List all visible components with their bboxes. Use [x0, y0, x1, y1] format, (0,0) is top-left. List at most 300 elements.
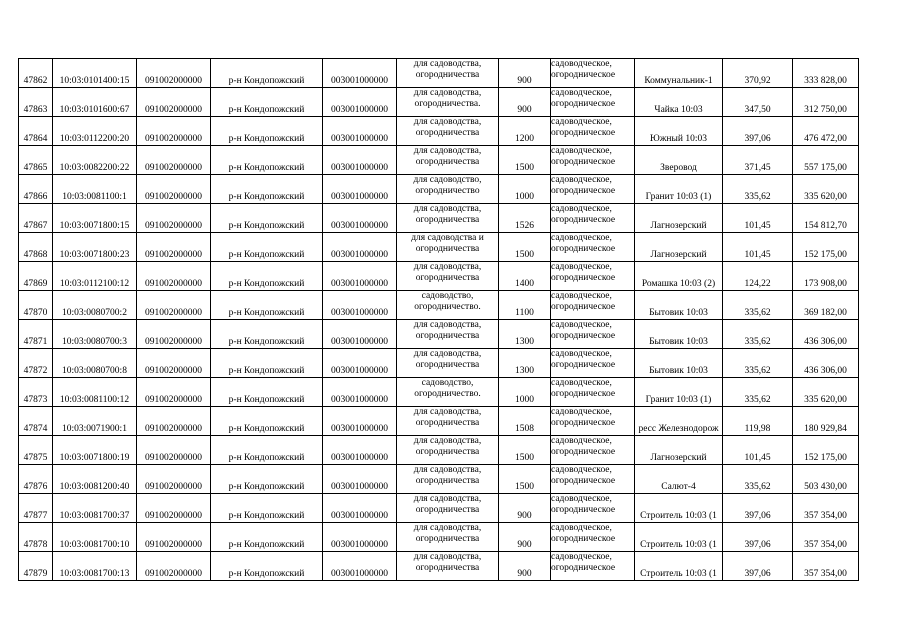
association-name-cell [635, 262, 723, 291]
code-text: 003001000000 [331, 279, 388, 289]
district-text: р-н Кондопожский [228, 279, 305, 289]
unit-price-cell [723, 494, 793, 523]
num-text: 47864 [23, 134, 48, 144]
cadastral-text: 10:03:0071800:19 [59, 453, 130, 463]
unit-price-cell [723, 117, 793, 146]
association-type-cell [551, 291, 635, 320]
district-text: р-н Кондопожский [228, 337, 305, 347]
oktmo-text: 091002000000 [145, 163, 202, 173]
cadastral-number-cell [53, 320, 137, 349]
oktmo-cell [137, 465, 211, 494]
num-text: 47862 [23, 76, 48, 86]
area-cell [499, 59, 551, 88]
use1-text: для садоводства и [411, 233, 484, 243]
association-type-cell [551, 378, 635, 407]
name-text: Лагнозерский [650, 453, 707, 463]
price-text: 101,45 [744, 250, 771, 260]
type2-text: огородническое [551, 418, 616, 428]
oktmo-cell [137, 146, 211, 175]
cadastral-number-cell [53, 465, 137, 494]
name-text: Бытовик 10:03 [649, 308, 708, 318]
oktmo-text: 091002000000 [145, 540, 202, 550]
permitted-use-cell [397, 88, 499, 117]
price-text: 335,62 [744, 337, 771, 347]
code-text: 003001000000 [331, 511, 388, 521]
oktmo-cell [137, 291, 211, 320]
cadastral-text: 10:03:0112200:20 [59, 134, 130, 144]
price-text: 370,92 [744, 76, 771, 86]
permitted-use-cell [397, 204, 499, 233]
type2-text: огородническое [551, 476, 616, 486]
code-cell [323, 291, 397, 320]
association-name-cell [635, 175, 723, 204]
association-name-cell [635, 320, 723, 349]
oktmo-cell [137, 117, 211, 146]
oktmo-cell [137, 349, 211, 378]
type1-text: садоводческое, [551, 320, 612, 330]
district-cell [211, 552, 323, 581]
unit-price-cell [723, 465, 793, 494]
district-cell [211, 262, 323, 291]
association-name-cell [635, 88, 723, 117]
area-text: 1526 [515, 221, 534, 231]
area-cell [499, 552, 551, 581]
name-text: Бытовик 10:03 [649, 366, 708, 376]
code-cell [323, 378, 397, 407]
area-cell [499, 349, 551, 378]
cadastral-text: 10:03:0112100:12 [59, 279, 130, 289]
cadastral-value-cell [793, 146, 859, 175]
type2-text: огородническое [551, 99, 616, 109]
district-cell [211, 378, 323, 407]
use1-text: для садоводства, [413, 59, 482, 69]
unit-price-cell [723, 233, 793, 262]
permitted-use-cell [397, 146, 499, 175]
cadastral-value-cell [793, 436, 859, 465]
code-cell [323, 552, 397, 581]
code-cell [323, 88, 397, 117]
association-type-cell [551, 494, 635, 523]
association-name-cell [635, 291, 723, 320]
use2-text: огородничество. [414, 389, 481, 399]
district-text: р-н Кондопожский [228, 308, 305, 318]
cadastral-number-cell [53, 117, 137, 146]
cadastral-text: 10:03:0081100:12 [59, 395, 130, 405]
code-cell [323, 407, 397, 436]
oktmo-text: 091002000000 [145, 250, 202, 260]
association-name-cell [635, 407, 723, 436]
price-text: 397,06 [744, 511, 771, 521]
district-text: р-н Кондопожский [228, 221, 305, 231]
use1-text: для садоводства, [413, 146, 482, 156]
unit-price-cell [723, 378, 793, 407]
area-cell [499, 204, 551, 233]
use2-text: огородничества [415, 70, 480, 80]
type2-text: огородническое [551, 128, 616, 138]
row-number-cell [19, 465, 53, 494]
area-cell [499, 291, 551, 320]
district-text: р-н Кондопожский [228, 192, 305, 202]
association-type-cell [551, 320, 635, 349]
unit-price-cell [723, 291, 793, 320]
code-cell [323, 204, 397, 233]
unit-price-cell [723, 436, 793, 465]
name-text: Чайка 10:03 [654, 105, 703, 115]
name-text: Лагнозерский [650, 221, 707, 231]
district-cell [211, 117, 323, 146]
district-text: р-н Кондопожский [228, 163, 305, 173]
num-text: 47879 [23, 569, 48, 579]
type1-text: садоводческое, [551, 494, 612, 504]
value-text: 476 472,00 [804, 134, 847, 144]
area-text: 1400 [515, 279, 534, 289]
row-number-cell [19, 552, 53, 581]
area-cell [499, 146, 551, 175]
district-cell [211, 291, 323, 320]
table-row [19, 204, 859, 233]
value-text: 357 354,00 [804, 540, 847, 550]
district-cell [211, 233, 323, 262]
type2-text: огородническое [551, 534, 616, 544]
type2-text: огородническое [551, 157, 616, 167]
district-text: р-н Кондопожский [228, 105, 305, 115]
association-name-cell [635, 378, 723, 407]
code-text: 003001000000 [331, 569, 388, 579]
price-text: 335,62 [744, 308, 771, 318]
row-number-cell [19, 320, 53, 349]
registry-table [18, 58, 859, 581]
oktmo-text: 091002000000 [145, 424, 202, 434]
table-row [19, 262, 859, 291]
cadastral-text: 10:03:0080700:8 [62, 366, 127, 376]
name-text: Строитель 10:03 (1 [640, 569, 717, 579]
use2-text: огородничества [415, 505, 480, 515]
use2-text: огородничества [415, 418, 480, 428]
cadastral-number-cell [53, 494, 137, 523]
num-text: 47863 [23, 105, 48, 115]
association-name-cell [635, 117, 723, 146]
price-text: 335,62 [744, 366, 771, 376]
district-text: р-н Кондопожский [228, 395, 305, 405]
oktmo-cell [137, 204, 211, 233]
row-number-cell [19, 494, 53, 523]
oktmo-cell [137, 88, 211, 117]
district-text: р-н Кондопожский [228, 511, 305, 521]
code-text: 003001000000 [331, 105, 388, 115]
use1-text: для садоводства, [413, 204, 482, 214]
area-text: 1000 [515, 395, 534, 405]
oktmo-text: 091002000000 [145, 221, 202, 231]
association-name-cell [635, 59, 723, 88]
value-text: 180 929,84 [804, 424, 847, 434]
district-text: р-н Кондопожский [228, 424, 305, 434]
district-cell [211, 494, 323, 523]
value-text: 357 354,00 [804, 511, 847, 521]
unit-price-cell [723, 175, 793, 204]
registry-body [19, 59, 859, 581]
association-name-cell [635, 552, 723, 581]
code-cell [323, 262, 397, 291]
district-cell [211, 349, 323, 378]
area-text: 1000 [515, 192, 534, 202]
row-number-cell [19, 146, 53, 175]
cadastral-text: 10:03:0071900:1 [62, 424, 127, 434]
type1-text: садоводческое, [551, 175, 612, 185]
value-text: 369 182,00 [804, 308, 847, 318]
cadastral-value-cell [793, 465, 859, 494]
oktmo-cell [137, 59, 211, 88]
row-number-cell [19, 233, 53, 262]
cadastral-number-cell [53, 204, 137, 233]
unit-price-cell [723, 349, 793, 378]
cadastral-value-cell [793, 59, 859, 88]
name-text: Бытовик 10:03 [649, 337, 708, 347]
name-text: Коммунальник-1 [644, 76, 713, 86]
type2-text: огородническое [551, 331, 616, 341]
association-name-cell [635, 465, 723, 494]
type1-text: садоводческое, [551, 436, 612, 446]
use1-text: для садоводства, [413, 407, 482, 417]
table-row [19, 523, 859, 552]
table-row [19, 552, 859, 581]
code-text: 003001000000 [331, 540, 388, 550]
use2-text: огородничества [415, 563, 480, 573]
type2-text: огородническое [551, 273, 616, 283]
type2-text: огородническое [551, 563, 616, 573]
num-text: 47875 [23, 453, 48, 463]
district-text: р-н Кондопожский [228, 540, 305, 550]
type1-text: садоводческое, [551, 523, 612, 533]
type2-text: огородническое [551, 186, 616, 196]
permitted-use-cell [397, 407, 499, 436]
cadastral-number-cell [53, 407, 137, 436]
num-text: 47877 [23, 511, 48, 521]
cadastral-value-cell [793, 204, 859, 233]
type1-text: садоводческое, [551, 349, 612, 359]
code-cell [323, 59, 397, 88]
permitted-use-cell [397, 175, 499, 204]
association-name-cell [635, 494, 723, 523]
oktmo-cell [137, 175, 211, 204]
oktmo-cell [137, 407, 211, 436]
code-text: 003001000000 [331, 134, 388, 144]
code-text: 003001000000 [331, 424, 388, 434]
price-text: 335,62 [744, 395, 771, 405]
price-text: 397,06 [744, 569, 771, 579]
row-number-cell [19, 436, 53, 465]
use2-text: огородничества [415, 157, 480, 167]
value-text: 152 175,00 [804, 453, 847, 463]
cadastral-text: 10:03:0081100:1 [62, 192, 127, 202]
oktmo-text: 091002000000 [145, 569, 202, 579]
table-row [19, 117, 859, 146]
num-text: 47872 [23, 366, 48, 376]
num-text: 47868 [23, 250, 48, 260]
code-text: 003001000000 [331, 221, 388, 231]
cadastral-text: 10:03:0080700:3 [62, 337, 127, 347]
table-row [19, 88, 859, 117]
permitted-use-cell [397, 262, 499, 291]
cadastral-value-cell [793, 291, 859, 320]
type1-text: садоводческое, [551, 378, 612, 388]
area-cell [499, 494, 551, 523]
name-text: Гранит 10:03 (1) [645, 192, 712, 202]
value-text: 357 354,00 [804, 569, 847, 579]
num-text: 47871 [23, 337, 48, 347]
unit-price-cell [723, 59, 793, 88]
table-row [19, 146, 859, 175]
cadastral-text: 10:03:0081700:37 [59, 511, 130, 521]
row-number-cell [19, 117, 53, 146]
price-text: 335,62 [744, 482, 771, 492]
permitted-use-cell [397, 349, 499, 378]
association-name-cell [635, 523, 723, 552]
cadastral-number-cell [53, 436, 137, 465]
district-cell [211, 59, 323, 88]
cadastral-text: 10:03:0080700:2 [62, 308, 127, 318]
cadastral-number-cell [53, 291, 137, 320]
value-text: 335 620,00 [804, 192, 847, 202]
permitted-use-cell [397, 117, 499, 146]
type1-text: садоводческое, [551, 262, 612, 272]
area-cell [499, 88, 551, 117]
row-number-cell [19, 262, 53, 291]
price-text: 101,45 [744, 221, 771, 231]
oktmo-cell [137, 523, 211, 552]
permitted-use-cell [397, 291, 499, 320]
use2-text: огородничества [415, 447, 480, 457]
district-cell [211, 523, 323, 552]
association-name-cell [635, 233, 723, 262]
association-type-cell [551, 349, 635, 378]
permitted-use-cell [397, 552, 499, 581]
cadastral-number-cell [53, 523, 137, 552]
name-text: Строитель 10:03 (1 [640, 540, 717, 550]
type1-text: садоводческое, [551, 465, 612, 475]
district-text: р-н Кондопожский [228, 250, 305, 260]
cadastral-value-cell [793, 88, 859, 117]
value-text: 312 750,00 [804, 105, 847, 115]
cadastral-value-cell [793, 320, 859, 349]
num-text: 47873 [23, 395, 48, 405]
row-number-cell [19, 349, 53, 378]
area-cell [499, 233, 551, 262]
cadastral-text: 10:03:0081700:10 [59, 540, 130, 550]
num-text: 47878 [23, 540, 48, 550]
cadastral-text: 10:03:0101600:67 [59, 105, 130, 115]
oktmo-text: 091002000000 [145, 279, 202, 289]
num-text: 47867 [23, 221, 48, 231]
area-cell [499, 262, 551, 291]
type1-text: садоводческое, [551, 233, 612, 243]
table-row [19, 378, 859, 407]
oktmo-cell [137, 494, 211, 523]
code-cell [323, 349, 397, 378]
type2-text: огородническое [551, 447, 616, 457]
association-type-cell [551, 146, 635, 175]
district-cell [211, 436, 323, 465]
cadastral-number-cell [53, 175, 137, 204]
cadastral-text: 10:03:0082200:22 [59, 163, 130, 173]
type2-text: огородническое [551, 244, 616, 254]
oktmo-text: 091002000000 [145, 366, 202, 376]
type1-text: садоводческое, [551, 88, 612, 98]
table-row [19, 320, 859, 349]
district-text: р-н Кондопожский [228, 366, 305, 376]
cadastral-text: 10:03:0071800:15 [59, 221, 130, 231]
code-cell [323, 175, 397, 204]
oktmo-text: 091002000000 [145, 453, 202, 463]
area-text: 900 [517, 105, 532, 115]
code-cell [323, 117, 397, 146]
row-number-cell [19, 175, 53, 204]
use1-text: для садоводства, [413, 88, 482, 98]
code-text: 003001000000 [331, 308, 388, 318]
use1-text: для садоводства, [413, 262, 482, 272]
use1-text: для садоводства, [413, 349, 482, 359]
district-cell [211, 204, 323, 233]
area-text: 900 [517, 76, 532, 86]
cadastral-number-cell [53, 233, 137, 262]
district-text: р-н Кондопожский [228, 134, 305, 144]
area-cell [499, 320, 551, 349]
oktmo-cell [137, 262, 211, 291]
association-name-cell [635, 436, 723, 465]
association-type-cell [551, 88, 635, 117]
district-text: р-н Кондопожский [228, 453, 305, 463]
code-text: 003001000000 [331, 395, 388, 405]
use1-text: садоводство, [421, 378, 474, 388]
cadastral-number-cell [53, 552, 137, 581]
value-text: 436 306,00 [804, 337, 847, 347]
oktmo-text: 091002000000 [145, 511, 202, 521]
oktmo-text: 091002000000 [145, 337, 202, 347]
row-number-cell [19, 407, 53, 436]
cadastral-value-cell [793, 378, 859, 407]
code-text: 003001000000 [331, 366, 388, 376]
association-type-cell [551, 262, 635, 291]
permitted-use-cell [397, 233, 499, 262]
use1-text: для садоводства, [413, 436, 482, 446]
table-row [19, 436, 859, 465]
value-text: 436 306,00 [804, 366, 847, 376]
unit-price-cell [723, 204, 793, 233]
oktmo-text: 091002000000 [145, 105, 202, 115]
code-text: 003001000000 [331, 250, 388, 260]
use2-text: огородничества [415, 244, 480, 254]
use2-text: огородничества. [414, 99, 481, 109]
oktmo-cell [137, 552, 211, 581]
unit-price-cell [723, 552, 793, 581]
value-text: 152 175,00 [804, 250, 847, 260]
area-text: 1500 [515, 482, 534, 492]
area-text: 1300 [515, 366, 534, 376]
unit-price-cell [723, 88, 793, 117]
price-text: 335,62 [744, 192, 771, 202]
type1-text: садоводческое, [551, 407, 612, 417]
price-text: 397,06 [744, 134, 771, 144]
price-text: 347,50 [744, 105, 771, 115]
area-cell [499, 436, 551, 465]
district-cell [211, 407, 323, 436]
price-text: 124,22 [744, 279, 771, 289]
type1-text: садоводческое, [551, 552, 612, 562]
unit-price-cell [723, 407, 793, 436]
association-type-cell [551, 59, 635, 88]
code-text: 003001000000 [331, 192, 388, 202]
oktmo-cell [137, 233, 211, 262]
cadastral-value-cell [793, 523, 859, 552]
